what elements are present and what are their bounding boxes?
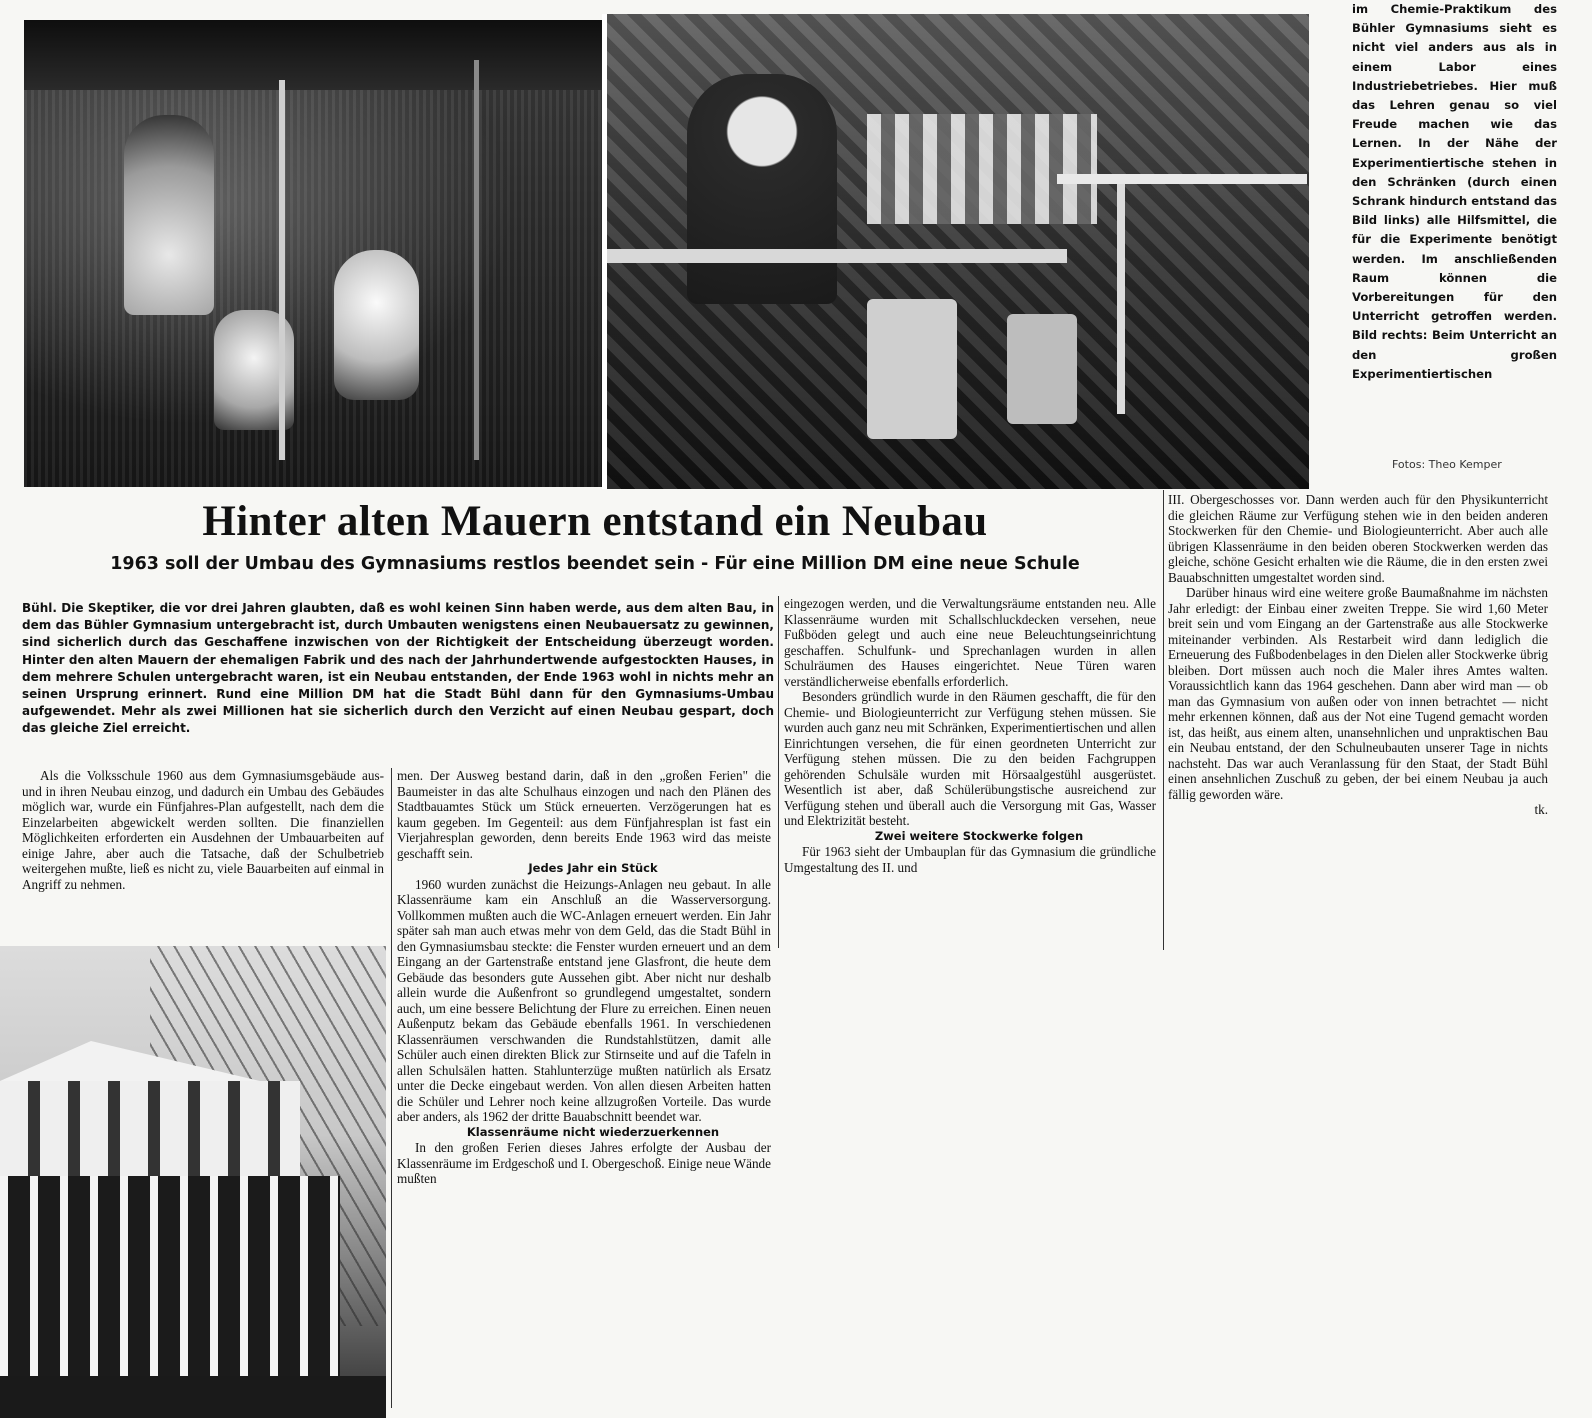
subheading: Klassenräume nicht wiederzuerkennen: [466, 1124, 720, 1139]
subheadline: 1963 soll der Umbau des Gymnasiums restlos beendet sein - Für eine Million DM eine neue Schule: [110, 554, 1080, 574]
building-facade: [0, 1081, 300, 1176]
article-column-3: [784, 596, 1156, 956]
headline: Hinter alten Mauern entstand ein Neubau: [202, 498, 988, 545]
photo-lab-right: [607, 14, 1309, 489]
lab-stand: [279, 80, 285, 460]
paragraph: In den großen Ferien dieses Jahres erfolgte der Ausbau der Klassenräume im Erdgeschoß und I. Obergeschoß. Einige neue Wände mußten: [397, 1140, 771, 1186]
paragraph: Darüber hinaus wird eine weitere große Baumaßnahme im nächsten Jahr erledigt: der Einbau einer zweiten Treppe. Sie wird 1,60 Meter breit sein und vom Eingang an der Gartenstraße aus alle Stockwerke miteinander verbinden. Als Restarbeit wird dann lediglich die Erneuerung des Fußbodenbelages in den Dielen aller Stockwerke übrig bleiben. Dort müssen auch noch die Maler ihres Amtes walten. Voraussichtlich kann das 1964 geschehen. Dann aber wird man — ob man das Gymnasium von außen oder von innen betrachtet — nicht mehr erkennen können, daß aus der Not eine Tugend gemacht worden ist, das heißt, aus einem alten, unansehnlichen und unpraktischen Bau ein Neubau entstand, der den Schulneubauten unserer Tage in nichts nachsteht. Das war auch Veranlassung für den Staat, der Stadt Bühl einen ansehnlichen Zuschuß zu geben, der bei einem Neubau ja auch fällig geworden wäre.: [1168, 585, 1548, 802]
author-initials: tk.: [1534, 802, 1548, 817]
subheading: Zwei weitere Stockwerke folgen: [874, 828, 1084, 843]
lab-chair-2: [1007, 314, 1077, 424]
side-table-leg: [1117, 184, 1125, 414]
article-column-2: [397, 768, 771, 1408]
paragraph: Besonders gründlich wurde in den Räumen geschafft, die für den Chemie- und Biologieunterricht zur Verfügung stehen müssen. Sie wurden auch ganz neu mit Schränken, Experimentiertischen und allen Einrichtungen versehen, die für einen geordneten Unterricht zur Verfügung stehen müssen. Die zu den beiden Fachgruppen gehörenden Schulsäle wurden mit Hörsaalgestühl ausgerüstet. Wesentlich ist aber, daß Schülerübungstische ausreichend zur Verfügung stehen und überall auch die Versorgung mit Gas, Wasser und Elektrizität besteht.: [784, 689, 1156, 828]
paragraph: Als die Volksschule 1960 aus dem Gymnasiumsgebäude aus- und in ihren Neubau einzog, und dadurch ein Umbau des Gebäudes möglich war, wurde ein Fünfjahres-Plan aufgestellt, nach dem die Einzelarbeiten abgewickelt werden sollten. Die finanziellen Möglichkeiten erforderten ein Ausdehnen der Umbauarbeiten auf einige Jahre, aber auch die Tatsache, daß der Schulbetrieb weitergehen mußte, ließ es nicht zu, viele Bauarbeiten auf einmal in Angriff zu nehmen.: [22, 768, 384, 892]
paragraph: 1960 wurden zunächst die Heizungs-Anlagen neu gebaut. In alle Klassenräume kam ein Anschluß an die Wasserversorgung. Vollkommen mußten auch die WC-Anlagen erneuert werden. Ein Jahr später sah man auch etwas mehr von dem Geld, das die Stadt Bühl in den Gymnasiumsbau steckte: die Fenster wurden erneuert und an dem Eingang an der Gartenstraße entstand jene Glasfront, die heute dem Gebäude das besonders gute Aussehen gibt. Aber nicht nur deshalb allein wurde die Außenfront so grundlegend umgestaltet, sondern auch, um eine bessere Belichtung der Flure zu erreichen. Einen neuen Außenputz bekam das Gebäude ebenfalls 1961. In verschiedenen Klassenräumen verschwanden die Rundstahlstützen, damit alle Schüler auch einen direkten Blick zur Stirnseite und auf die Tafeln in allen Schulsälen hatten. Stahlunterzüge mußten natürlich als Ersatz unter die Decke eingebaut werden. Von allen diesen Arbeiten hatten die Schüler und Lehrer noch keine allzugroßen Vorteile. Das wurde aber anders, als 1962 der dritte Bauabschnitt beendet war.: [397, 876, 771, 1124]
photo-credit: Fotos: Theo Kemper: [1392, 458, 1502, 471]
lab-shelf-frame: [24, 20, 602, 90]
student-figure: [124, 115, 214, 315]
column-rule: [778, 596, 779, 948]
photo-lab-left: [24, 20, 602, 487]
side-table: [1057, 174, 1307, 184]
article-column-4: [1168, 492, 1548, 958]
column-rule: [1163, 490, 1164, 950]
lab-stand-2: [474, 60, 479, 460]
paragraph: Für 1963 sieht der Umbauplan für das Gymnasium die gründliche Umgestaltung des II. und: [784, 844, 1156, 875]
photo-caption: im Chemie-Praktikum des Bühler Gymnasiums sieht es nicht viel anders aus als in einem Labor eines Industriebetriebes. Hier muß das Lehren genau so viel Freude machen wie das Lernen. In der Nähe der Experimentiertische stehen in den Schränken (durch einen Schrank hindurch entstand das Bild links) alle Hilfsmittel, die für die Experimente benötigt werden. Im anschließenden Raum können die Vorbereitungen für den Unterricht getroffen werden. Bild rechts: Beim Unterricht an den großen Experimentiertischen: [1352, 2, 1557, 381]
lab-chair: [867, 299, 957, 439]
glassware-row: [867, 114, 1097, 224]
column-rule: [391, 768, 392, 1408]
lead-paragraph: Bühl. Die Skeptiker, die vor drei Jahren glaubten, daß es wohl keinen Sinn haben werde, aus dem alten Bau, in dem das Bühler Gymnasium untergebracht ist, durch Umbauten wenigstens einen Neubauersatz zu gewinnen, sind sicherlich durch das Geschaffene inzwischen von der Richtigkeit der Entscheidung überzeugt worden. Hinter den alten Mauern der ehemaligen Fabrik und des nach der Jahrhundertwende aufgestockten Hauses, in dem mehrere Schulen untergebracht waren, ist ein Neubau entstanden, der Ende 1963 wohl in nichts mehr an seinen Ursprung erinnert. Rund eine Million DM hat die Stadt Bühl dann für den Gymnasiums-Umbau aufgewendet. Mehr als zwei Millionen hat sie sicherlich durch den Verzicht auf einen Neubau gespart, doch das gleiche Ziel erreicht.: [22, 601, 774, 736]
glass-front: [0, 1176, 340, 1376]
student-at-desk: [687, 74, 837, 304]
paragraph: eingezogen werden, und die Verwaltungsräume entstanden neu. Alle Klassenräume wurden mit Schallschluckdecken versehen, neue Fußböden gelegt und auch eine neue Beleuchtungseinrichtung geschaffen. Schulfunk- und Sprechanlagen wurden in allen Schulräumen des Hauses eingerichtet. Neue Türen waren verständlicherweise ebenfalls erforderlich.: [784, 596, 1156, 689]
article-column-1: [22, 768, 384, 940]
paragraph: III. Obergeschosses vor. Dann werden auch für den Physikunterricht die gleichen Räume zur Verfügung stehen wie in den beiden anderen Stockwerken für den Chemie- und Biologieunterricht. Aber auch alle übrigen Klassenräume in den beiden oberen Stockwerken werden das gleiche, schöne Gesicht erhalten wie die Räume, die in den ersten zwei Bauabschnitten umgestaltet worden sind.: [1168, 492, 1548, 585]
subheading: Jedes Jahr ein Stück: [528, 861, 658, 875]
ground: [0, 1376, 386, 1418]
experiment-table: [607, 249, 1067, 263]
photo-school-building: [0, 946, 386, 1418]
paragraph: men. Der Ausweg bestand darin, daß in den „großen Ferien" die Baumeister in das alte Schulhaus einzogen und nach den Plänen des Stadtbauamtes Stück um Stück erneuerten. Verzögerungen hat es kaum gegeben. Im Gegenteil: aus dem Fünfjahresplan ist fast ein Vierjahresplan geworden, denn bereits Ende 1963 wird das meiste geschafft sein.: [397, 768, 771, 861]
lab-flask: [334, 250, 419, 400]
